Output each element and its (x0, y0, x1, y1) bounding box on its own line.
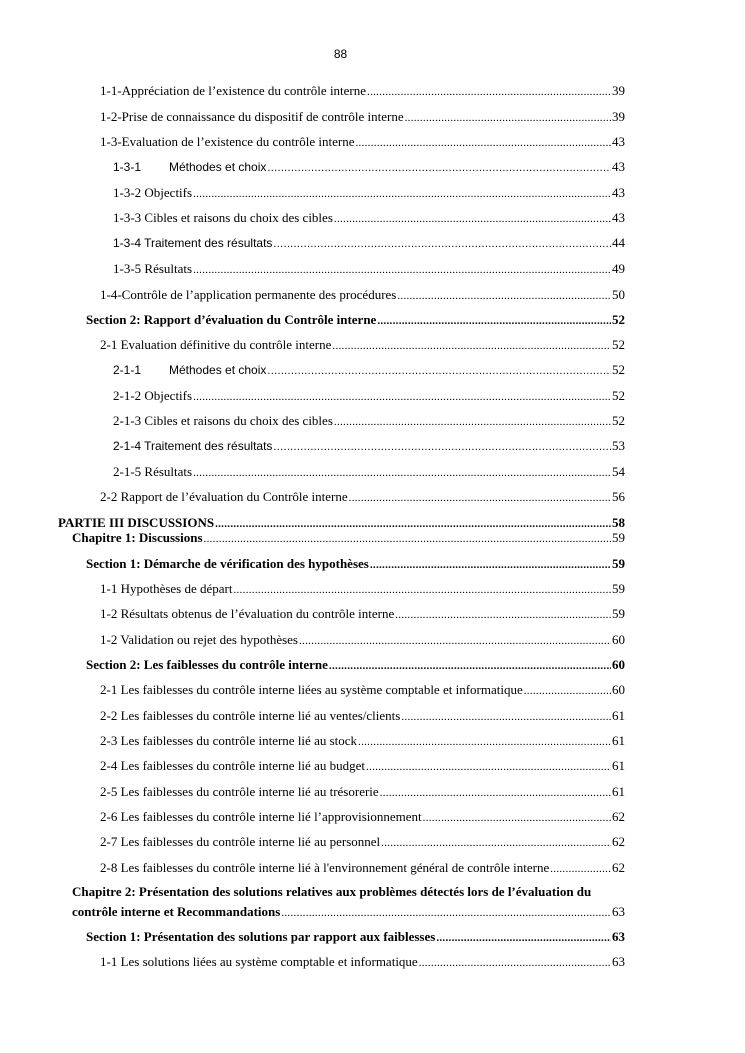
toc-entry-title: 1-1 Hypothèses de départ (100, 581, 233, 596)
toc-entry-page: 39 (612, 109, 625, 124)
toc-entry-page: 60 (612, 657, 625, 672)
toc-entry-page: 53 (612, 438, 625, 453)
toc-leader-dots (281, 906, 611, 921)
toc-leader-dots (377, 314, 611, 329)
toc-entry-title: 2-1-3 Cibles et raisons du choix des cibles (113, 413, 333, 428)
toc-leader-dots (332, 339, 611, 354)
toc-entry-page: 61 (612, 733, 625, 748)
toc-entry[interactable] (100, 733, 625, 750)
toc-entry[interactable] (113, 362, 625, 379)
toc-entry-page: 54 (612, 464, 625, 479)
toc-entry-title: Méthodes et choix (169, 160, 267, 174)
toc-entry-title: Section 2: Rapport d’évaluation du Contrôle interne (86, 312, 377, 327)
toc-entry[interactable] (113, 413, 625, 430)
toc-entry-title: 2-8 Les faiblesses du contrôle interne lié à l'environnement général de contrôle interne (100, 860, 550, 875)
toc-leader-dots (366, 760, 611, 775)
toc-entry[interactable] (100, 784, 625, 801)
toc-entry-page: 59 (612, 581, 625, 596)
toc-entry[interactable] (113, 159, 625, 176)
toc-leader-dots (334, 415, 611, 430)
toc-entry[interactable] (100, 809, 625, 826)
toc-entry-title: Section 2: Les faiblesses du contrôle interne (86, 657, 328, 672)
toc-entry[interactable] (100, 83, 625, 100)
toc-leader-dots (334, 212, 611, 227)
toc-entry-title: 1-3-Evaluation de l’existence du contrôle interne (100, 134, 355, 149)
toc-entry[interactable] (100, 109, 625, 126)
toc-entry-page: 61 (612, 784, 625, 799)
toc-leader-dots (273, 440, 611, 455)
toc-entry-page: 43 (612, 159, 625, 174)
toc-entry-page: 52 (612, 337, 625, 352)
toc-leader-dots (204, 532, 611, 547)
toc-entry[interactable] (100, 708, 625, 725)
toc-leader-dots (273, 237, 611, 252)
toc-entry-title: 2-1 Les faiblesses du contrôle interne liées au système comptable et informatique (100, 682, 523, 697)
toc-entry-title: 2-1-5 Résultats (113, 464, 193, 479)
toc-entry-title: 1-1 Les solutions liées au système comptable et informatique (100, 954, 418, 969)
toc-entry-page: 61 (612, 758, 625, 773)
toc-entry-title: 1-2 Résultats obtenus de l’évaluation du contrôle interne (100, 606, 395, 621)
toc-entry[interactable] (86, 657, 625, 674)
toc-entry-page: 63 (612, 904, 625, 919)
toc-entry-title: 2-1-2 Objectifs (113, 388, 193, 403)
toc-entry-page: 43 (612, 134, 625, 149)
toc-entry-page: 52 (612, 312, 625, 327)
toc-entry-title: 2-4 Les faiblesses du contrôle interne lié au budget (100, 758, 365, 773)
toc-entry[interactable] (72, 904, 625, 921)
toc-entry[interactable] (100, 606, 625, 623)
toc-entry-title: 2-6 Les faiblesses du contrôle interne lié l’approvisionnement (100, 809, 422, 824)
toc-entry-title: 1-3-5 Résultats (113, 261, 193, 276)
toc-leader-dots (524, 684, 611, 699)
toc-leader-dots (193, 466, 611, 481)
toc-entry-page: 50 (612, 287, 625, 302)
toc-leader-dots (405, 111, 611, 126)
toc-entry-title: 1-3-2 Objectifs (113, 185, 193, 200)
toc-leader-dots (370, 558, 611, 573)
toc-leader-dots (380, 786, 611, 801)
toc-leader-dots (381, 836, 611, 851)
toc-entry-title: 2-2 Les faiblesses du contrôle interne lié au ventes/clients (100, 708, 401, 723)
toc-entry-title: 2-3 Les faiblesses du contrôle interne lié au stock (100, 733, 358, 748)
toc-entry[interactable] (113, 235, 625, 252)
toc-entry-title: Méthodes et choix (169, 363, 267, 377)
toc-entry-page: 52 (612, 413, 625, 428)
toc-entry[interactable] (113, 261, 625, 278)
toc-entry-page: 62 (612, 809, 625, 824)
toc-entry[interactable] (113, 388, 625, 405)
toc-leader-dots (419, 956, 611, 971)
toc-entry-title: Section 1: Présentation des solutions par rapport aux faiblesses (86, 929, 436, 944)
toc-entry-title: 1-2-Prise de connaissance du dispositif de contrôle interne (100, 109, 404, 124)
toc-entry-title: 1-3-3 Cibles et raisons du choix des cibles (113, 210, 333, 225)
toc-entry[interactable] (86, 929, 625, 946)
toc-entry-page: 62 (612, 834, 625, 849)
toc-entry[interactable] (86, 312, 625, 329)
toc-entry-page: 43 (612, 210, 625, 225)
toc-leader-dots (423, 811, 611, 826)
toc-entry-title: 1-3-4 Traitement des résultats (113, 236, 273, 250)
toc-entry[interactable] (113, 210, 625, 227)
toc-entry[interactable] (100, 954, 625, 971)
toc-leader-dots (550, 862, 611, 877)
toc-entry-number: 2-1-1 (113, 363, 142, 377)
toc-entry-page: 63 (612, 929, 625, 944)
toc-entry-page: 59 (612, 556, 625, 571)
toc-entry-title: 2-5 Les faiblesses du contrôle interne lié au trésorerie (100, 784, 379, 799)
toc-entry-title: Chapitre 1: Discussions (72, 530, 203, 545)
toc-entry[interactable] (86, 556, 625, 573)
toc-leader-dots (358, 735, 611, 750)
toc-entry-page: 63 (612, 954, 625, 969)
toc-leader-dots (234, 583, 612, 598)
toc-entry-page: 52 (612, 388, 625, 403)
toc-entry[interactable] (100, 581, 625, 598)
toc-entry-page: 43 (612, 185, 625, 200)
toc-entry-page: 56 (612, 489, 625, 504)
toc-entry[interactable] (100, 860, 625, 877)
toc-entry[interactable] (100, 134, 625, 151)
page-number: 88 (333, 47, 348, 61)
toc-entry-title: PARTIE III DISCUSSIONS (58, 515, 215, 530)
toc-entry[interactable] (100, 287, 625, 304)
toc-leader-dots (436, 931, 611, 946)
toc-entry-title-line1[interactable]: Chapitre 2: Présentation des solutions relatives aux problèmes détectés lors de l’évaluation du (72, 884, 592, 899)
toc-entry-title: 1-4-Contrôle de l’application permanente des procédures (100, 287, 397, 302)
toc-leader-dots (329, 659, 611, 674)
toc-entry-title: contrôle interne et Recommandations (72, 904, 281, 919)
toc-entry-page: 59 (612, 530, 625, 545)
toc-entry-title: 2-1 Evaluation définitive du contrôle interne (100, 337, 332, 352)
toc-entry-page: 60 (612, 682, 625, 697)
toc-entry-page: 61 (612, 708, 625, 723)
toc-entry-page: 44 (612, 235, 625, 250)
toc-leader-dots (349, 491, 611, 506)
toc-entry-title: Section 1: Démarche de vérification des hypothèses (86, 556, 369, 571)
toc-entry[interactable] (72, 530, 625, 547)
toc-entry-page: 39 (612, 83, 625, 98)
toc-leader-dots (299, 634, 611, 649)
toc-entry-title: 1-1-Appréciation de l’existence du contrôle interne (100, 83, 367, 98)
toc-entry[interactable] (100, 682, 625, 699)
toc-entry[interactable] (113, 438, 625, 455)
toc-entry-title: 2-7 Les faiblesses du contrôle interne lié au personnel (100, 834, 381, 849)
toc-leader-dots (267, 161, 611, 176)
toc-leader-dots (355, 136, 611, 151)
toc-entry-page: 49 (612, 261, 625, 276)
toc-leader-dots (395, 608, 611, 623)
toc-entry[interactable] (100, 489, 625, 506)
toc-entry[interactable] (100, 758, 625, 775)
toc-entry[interactable] (113, 464, 625, 481)
toc-entry-page: 62 (612, 860, 625, 875)
toc-entry-page: 60 (612, 632, 625, 647)
toc-leader-dots (193, 263, 611, 278)
toc-entry[interactable] (100, 834, 625, 851)
toc-entry-number: 1-3-1 (113, 160, 142, 174)
toc-leader-dots (193, 390, 611, 405)
toc-leader-dots (401, 710, 611, 725)
toc-entry-title: 2-2 Rapport de l’évaluation du Contrôle interne (100, 489, 348, 504)
toc-entry[interactable] (100, 337, 625, 354)
toc-entry-page: 58 (612, 515, 625, 530)
toc-leader-dots (397, 289, 611, 304)
toc-leader-dots (267, 364, 611, 379)
toc-leader-dots (193, 187, 611, 202)
toc-leader-dots (367, 85, 611, 100)
toc-entry-page: 52 (612, 362, 625, 377)
toc-entry-title: 1-2 Validation ou rejet des hypothèses (100, 632, 298, 647)
toc-entry-page: 59 (612, 606, 625, 621)
toc-entry[interactable] (100, 632, 625, 649)
toc-entry-title: 2-1-4 Traitement des résultats (113, 439, 273, 453)
toc-entry[interactable] (113, 185, 625, 202)
